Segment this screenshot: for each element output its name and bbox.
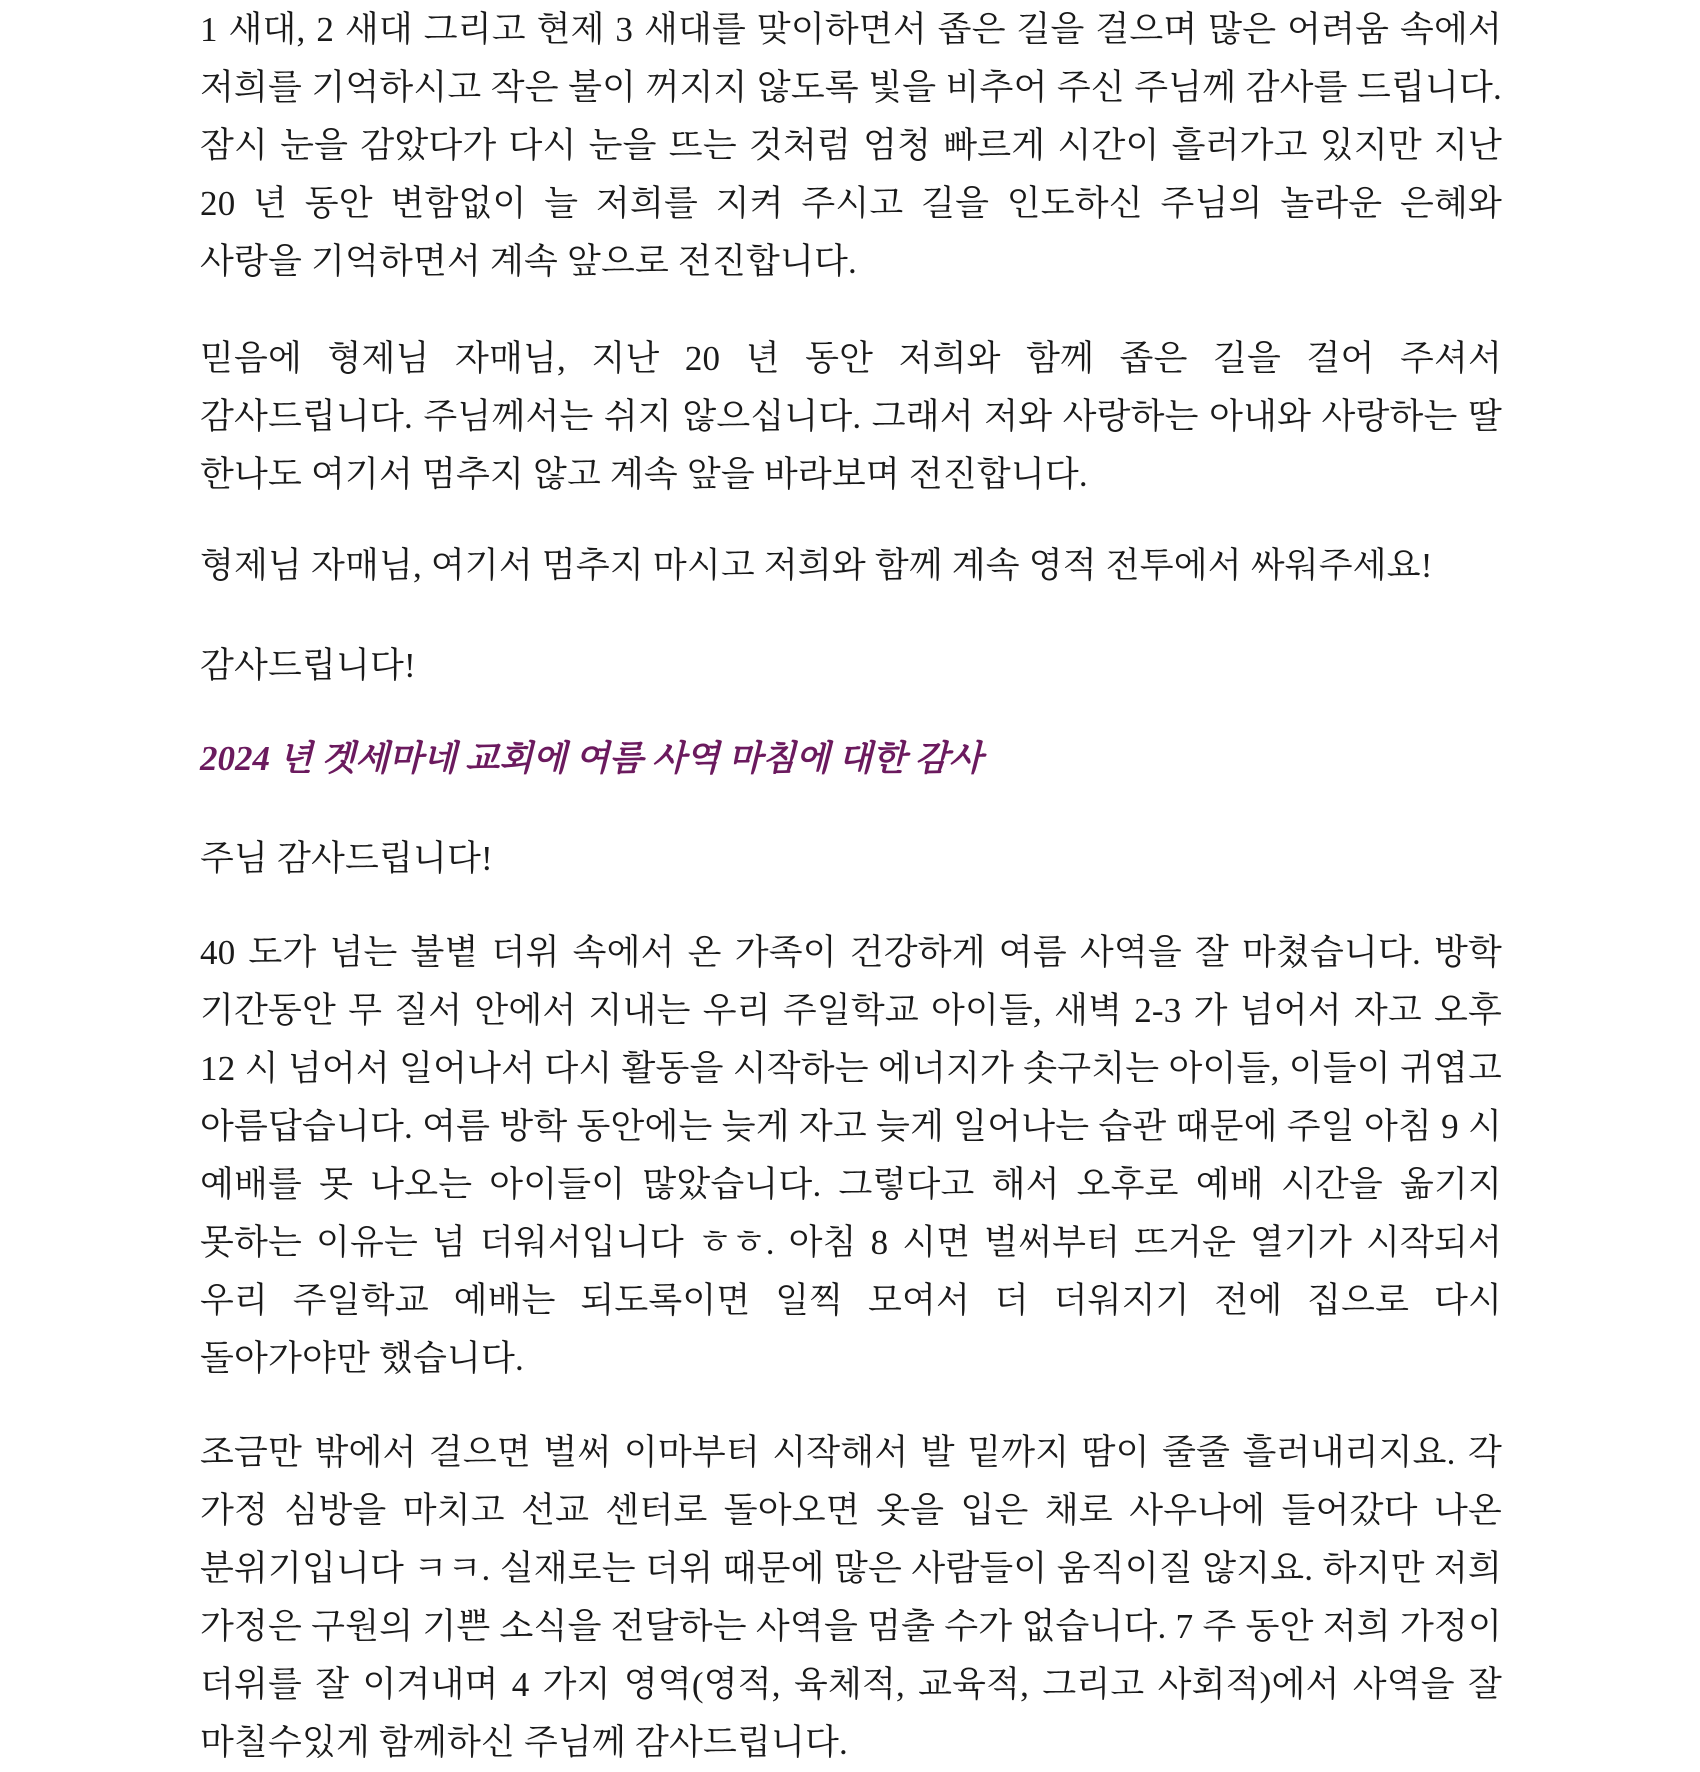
paragraph-thank-you: 감사드립니다! [200,646,416,685]
paragraph-thank-lord: 주님 감사드립니다! [200,839,493,878]
paragraph-thanks-brothers-sisters: 믿음에 형제님 자매님, 지난 20 년 동안 저희와 함께 좁은 길을 걸어 주셔서 감사드립니다. 주님께서는 쉬지 않으십니다. 그래서 저와 사랑하는 아내와 사랑하는 딸 한나도 여기서 멈추지 않고 계속 앞을 바라보며 전진합니다. [200,339,1502,494]
paragraph-call-to-battle: 형제님 자매님, 여기서 멈추지 마시고 저희와 함께 계속 영적 전투에서 싸워주세요! [200,546,1433,585]
paragraph-heat-ministry: 조금만 밖에서 걸으면 벌써 이마부터 시작해서 발 밑까지 땀이 줄줄 흘러내리지요. 각 가정 심방을 마치고 선교 센터로 돌아오면 옷을 입은 채로 사우나에 들어갔다 나온 분위기입니다 ㅋㅋ. 실재로는 더위 때문에 많은 사람들이 움직이질 않지요. 하지만 저희 가정은 구원의 기쁜 소식을 전달하는 사역을 멈출 수가 없습니다. 7 주 동안 저희 가정이 더위를 잘 이겨내며 4 가지 영역(영적, 육체적, 교육적, 그리고 사회적)에서 사역을 잘 마칠수있게 함께하신 주님께 감사드립니다. [200,1433,1502,1762]
paragraph-summer-ministry: 40 도가 넘는 불볕 더위 속에서 온 가족이 건강하게 여름 사역을 잘 마쳤습니다. 방학 기간동안 무 질서 안에서 지내는 우리 주일학교 아이들, 새벽 2-3 가 넘어서 자고 오후 12 시 넘어서 일어나서 다시 활동을 시작하는 에너지가 솟구치는 아이들, 이들이 귀엽고 아름답습니다. 여름 방학 동안에는 늦게 자고 늦게 일어나는 습관 때문에 주일 아침 9 시 예배를 못 나오는 아이들이 많았습니다. 그렇다고 해서 오후로 예배 시간을 옮기지 못하는 이유는 넘 더워서입니다 ㅎㅎ. 아침 8 시면 벌써부터 뜨거운 열기가 시작되서 우리 주일학교 예배는 되도록이면 일찍 모여서 더 더워지기 전에 집으로 다시 돌아가야만 했습니다. [200,933,1502,1378]
section-heading: 2024 년 겟세마네 교회에 여름 사역 마침에 대한 감사 [200,739,983,778]
paragraph-thanks-generations: 1 새대, 2 새대 그리고 현제 3 새대를 맞이하면서 좁은 길을 걸으며 많은 어려움 속에서 저희를 기억하시고 작은 불이 꺼지지 않도록 빛을 비추어 주신 주님께 감사를 드립니다. 잠시 눈을 감았다가 다시 눈을 뜨는 것처럼 엄청 빠르게 시간이 흘러가고 있지만 지난 20 년 동안 변함없이 늘 저희를 지켜 주시고 길을 인도하신 주님의 놀라운 은혜와 사랑을 기억하면서 계속 앞으로 전진합니다. [200,10,1502,281]
